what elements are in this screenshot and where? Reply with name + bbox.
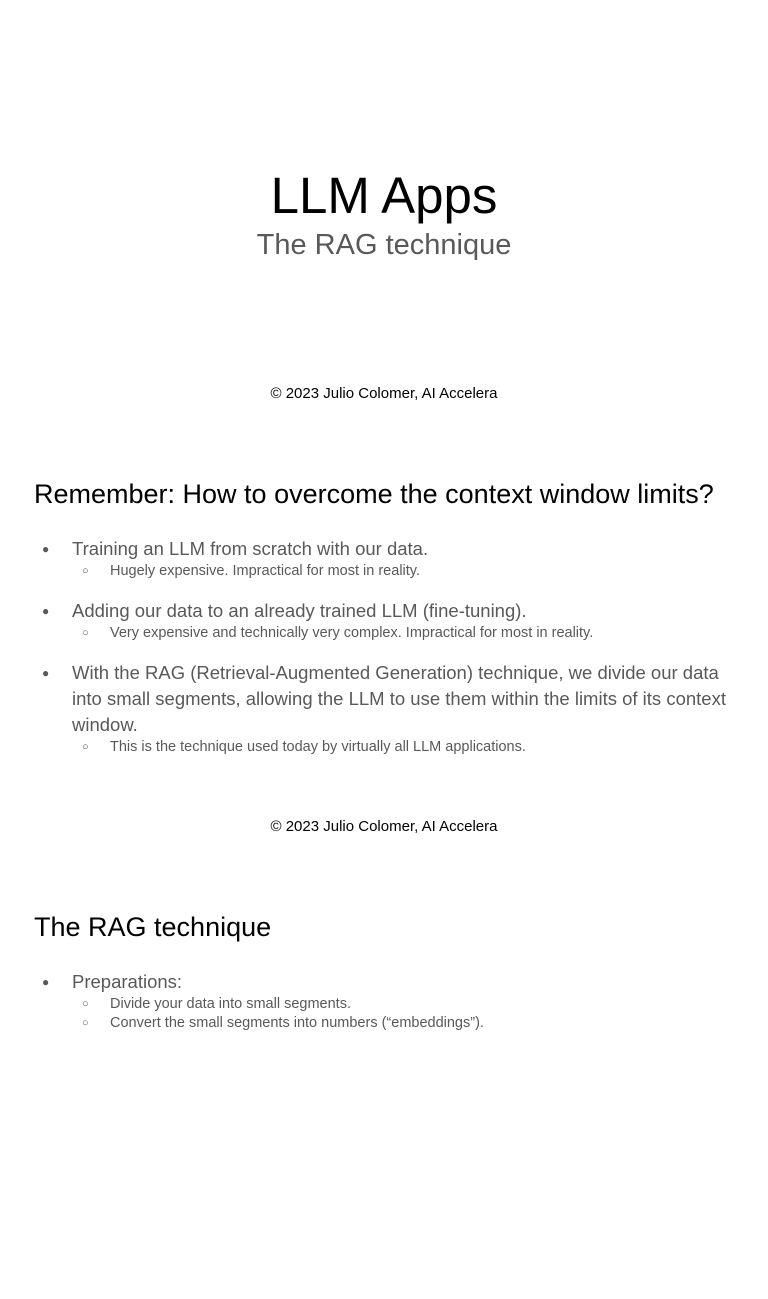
slide-heading: Remember: How to overcome the context window limits? xyxy=(34,479,714,509)
bullet-list xyxy=(0,536,768,774)
bullet-item xyxy=(0,536,768,562)
context-window-slide xyxy=(0,433,768,866)
bullet-group xyxy=(0,969,768,1033)
bullet-list xyxy=(0,969,768,1050)
bullet-group xyxy=(0,660,768,757)
bullet-circle-icon: ○ xyxy=(82,627,89,639)
sub-bullet-text: This is the technique used today by virtually all LLM applications. xyxy=(110,739,526,755)
copyright-footer: © 2023 Julio Colomer, AI Accelera xyxy=(270,818,498,835)
sub-bullet-item xyxy=(0,624,768,643)
bullet-item xyxy=(0,660,768,738)
sub-bullet-item xyxy=(0,562,768,581)
bullet-text: With the RAG (Retrieval-Augmented Generation) technique, we divide our data into small segments, allowing the LLM to use them within the limits of its context window. xyxy=(72,662,726,735)
bullet-circle-icon: ○ xyxy=(82,1017,89,1029)
bullet-circle-icon: ○ xyxy=(82,998,89,1010)
bullet-dot-icon: ● xyxy=(42,666,50,680)
sub-bullet-text: Divide your data into small segments. xyxy=(110,996,351,1012)
slide-subtitle: The RAG technique xyxy=(256,229,512,261)
sub-bullet-text: Hugely expensive. Impractical for most in reality. xyxy=(110,563,420,579)
slide-heading: The RAG technique xyxy=(34,912,272,942)
sub-bullet-item xyxy=(0,995,768,1014)
bullet-item xyxy=(0,969,768,995)
bullet-dot-icon: ● xyxy=(42,542,50,556)
sub-bullet-text: Convert the small segments into numbers (“embeddings”). xyxy=(110,1015,484,1031)
bullet-text: Adding our data to an already trained LLM (fine-tuning). xyxy=(72,600,527,621)
bullet-text: Preparations: xyxy=(72,971,183,992)
bullet-dot-icon: ● xyxy=(42,604,50,618)
bullet-circle-icon: ○ xyxy=(82,741,89,753)
title-slide xyxy=(0,0,768,433)
rag-technique-slide xyxy=(0,866,768,1299)
copyright-footer: © 2023 Julio Colomer, AI Accelera xyxy=(270,385,498,402)
bullet-group xyxy=(0,536,768,581)
bullet-item xyxy=(0,598,768,624)
slide-title: LLM Apps xyxy=(270,167,498,224)
bullet-group xyxy=(0,598,768,643)
bullet-dot-icon: ● xyxy=(42,975,50,989)
bullet-circle-icon: ○ xyxy=(82,565,89,577)
sub-bullet-item xyxy=(0,738,768,757)
bullet-text: Training an LLM from scratch with our data. xyxy=(72,538,429,559)
sub-bullet-text: Very expensive and technically very complex. Impractical for most in reality. xyxy=(110,625,594,641)
